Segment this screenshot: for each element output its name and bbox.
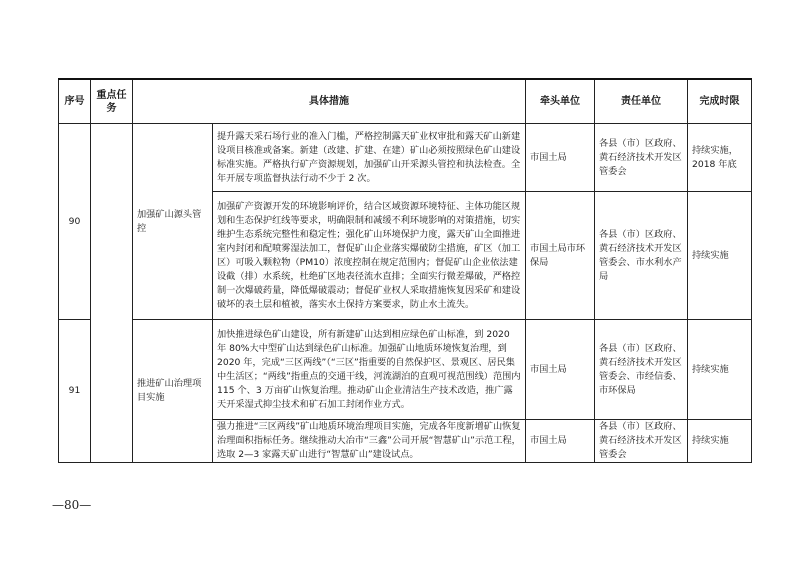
deadline-cell: 持续实施	[688, 192, 752, 320]
task-label-mine-remediation: 推进矿山治理项目实施	[133, 320, 213, 463]
measures-table	[58, 78, 752, 463]
responsible-unit-cell: 各县（市）区政府、黄石经济技术开发区管委会	[595, 420, 688, 463]
header-deadline: 完成时限	[688, 79, 752, 124]
header-task: 重点任务	[91, 79, 133, 124]
measure-cell: 提升露天采石场行业的准入门槛，严格控制露天矿业权审批和露天矿山新建设项目核准或备案。新建（改建、扩建、在建）矿山必须按照绿色矿山建设标准实施。严格执行矿产资源规划，加强矿山开采源头管控和执法检查。全年开展专项监督执法行动不少于 2 次。	[213, 124, 526, 192]
header-lead: 牵头单位	[526, 79, 595, 124]
header-measures: 具体措施	[133, 79, 526, 124]
row-seq-90: 90	[59, 124, 91, 320]
page-number: —80—	[52, 498, 92, 512]
responsible-unit-cell: 各县（市）区政府、黄石经济技术开发区管委会	[595, 124, 688, 192]
header-seq: 序号	[59, 79, 91, 124]
lead-unit-cell: 市国土局市环保局	[526, 192, 595, 320]
table-row	[59, 320, 752, 420]
deadline-cell: 持续实施	[688, 320, 752, 420]
responsible-unit-cell: 各县（市）区政府、黄石经济技术开发区管委会、市水利水产局	[595, 192, 688, 320]
deadline-cell: 持续实施	[688, 420, 752, 463]
deadline-cell: 持续实施，2018 年底	[688, 124, 752, 192]
table-row	[59, 124, 752, 192]
measure-cell: 加强矿产资源开发的环境影响评价，结合区域资源环境特征、主体功能区规划和生态保护红线等要求，明确限制和减缓不利环境影响的对策措施，切实维护生态系统完整性和稳定性；强化矿山环境保护力度，露天矿山全面推进室内封闭和配喷雾湿法加工，督促矿山企业落实爆破防尘措施，矿区（加工区）可吸入颗粒物（PM10）浓度控制在规定范围内；督促矿山企业依法建设截（排）水系统，杜绝矿区地表径流水直排；全面实行微差爆破，严格控制一次爆破药量，降低爆破震动；督促矿业权人采取措施恢复因采矿和建设破坏的表土层和植被，落实水土保持方案要求，防止水土流失。	[213, 192, 526, 320]
lead-unit-cell: 市国土局	[526, 124, 595, 192]
task-column-blank	[91, 124, 133, 463]
lead-unit-cell: 市国土局	[526, 420, 595, 463]
lead-unit-cell: 市国土局	[526, 320, 595, 420]
responsible-unit-cell: 各县（市）区政府、黄石经济技术开发区管委会、市经信委、市环保局	[595, 320, 688, 420]
task-label-source-control: 加强矿山源头管控	[133, 124, 213, 320]
measure-cell: 加快推进绿色矿山建设，所有新建矿山达到相应绿色矿山标准，到 2020 年 80%大中型矿山达到绿色矿山标准。加强矿山地质环境恢复治理，到 2020 年，完成“三区两线”（“三区”指重要的自然保护区、景观区、居民集中生活区；“两线”指重点的交通干线，河流湖泊的直观可视范围线）范围内 115 个、3 万亩矿山恢复治理。推动矿山企业清洁生产技术改造，推广露天开采湿式抑尘技术和矿石加工封闭作业方式。	[213, 320, 526, 420]
row-seq-91: 91	[59, 320, 91, 463]
table-header-row	[59, 79, 752, 124]
measure-cell: 强力推进“三区两线”矿山地质环境治理项目实施，完成各年度新增矿山恢复治理面积指标任务。继续推动大冶市“三鑫”公司开展“智慧矿山”示范工程，选取 2—3 家露天矿山进行“智慧矿山”建设试点。	[213, 420, 526, 463]
header-responsible: 责任单位	[595, 79, 688, 124]
